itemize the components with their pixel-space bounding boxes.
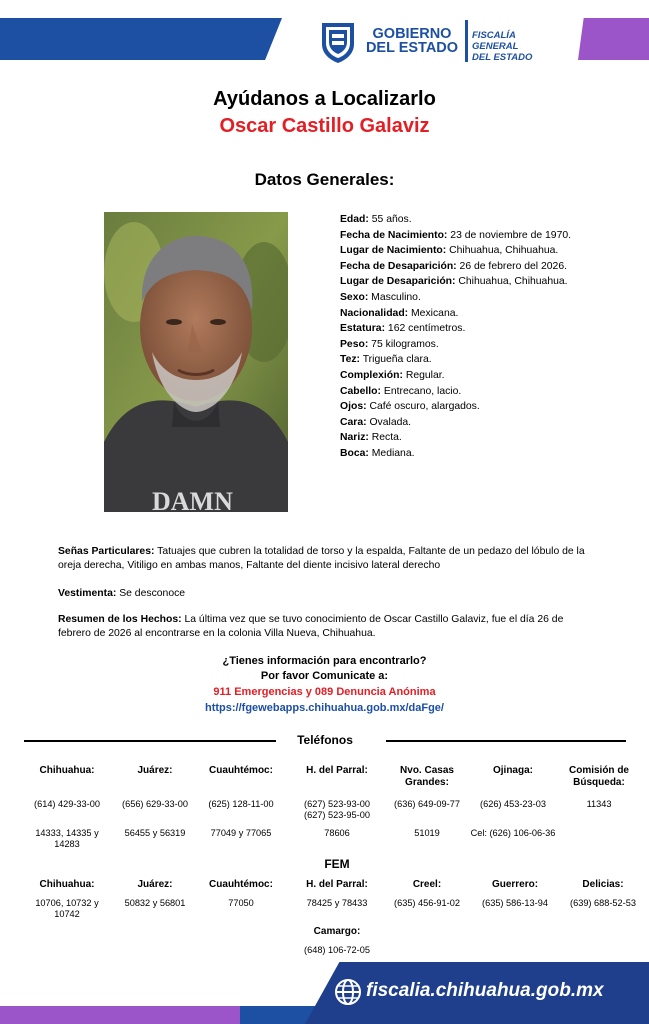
- tel-header-comision: Comisión de Búsqueda:: [568, 765, 629, 788]
- detail-cara: Cara: Ovalada.: [340, 416, 412, 428]
- cta-contact: Por favor Comunicate a:: [260, 670, 389, 682]
- detail-ojos: Ojos: Café oscuro, alargados.: [340, 401, 480, 413]
- fem-title: FEM: [324, 857, 350, 871]
- fem-header-chihuahua: Chihuahua:: [39, 879, 95, 890]
- tel-ext-parral: 78606: [324, 828, 350, 838]
- senas-particulares: Señas Particulares: Tatuajes que cubren la totalidad de torso y la espalda, Faltante de un pedazo del lóbulo de la oreja derecha, Vitiligo en ambas manos, Faltante del diente incisivo lateral derecho: [58, 546, 585, 571]
- person-photo: [104, 212, 288, 512]
- tel-header-cuauhtemoc: Cuauhtémoc:: [209, 765, 273, 776]
- cta-emergency-numbers: 911 Emergencias y 089 Denuncia Anónima: [213, 686, 436, 698]
- fge-line1: FISCALÍA GENERAL: [472, 30, 519, 52]
- tel-header-chihuahua: Chihuahua:: [39, 765, 95, 776]
- person-name: Oscar Castillo Galaviz: [219, 115, 430, 137]
- fem-header-parral: H. del Parral:: [306, 879, 368, 890]
- fem-value-chihuahua: 10706, 10732 y 10742: [35, 898, 99, 919]
- section-title-datos-generales: Datos Generales:: [254, 170, 395, 189]
- fem-value-camargo: (648) 106-72-05: [304, 945, 370, 955]
- fem-value-guerrero: (635) 586-13-94: [482, 898, 548, 908]
- cta-link[interactable]: https://fgewebapps.chihuahua.gob.mx/daFge/: [205, 702, 444, 714]
- tel-phone-cuauhtemoc: (625) 128-11-00: [208, 799, 274, 809]
- vestimenta: Vestimenta: Se desconoce: [58, 588, 186, 599]
- tel-header-nvo-casas-grandes: Nvo. Casas Grandes:: [400, 765, 454, 788]
- general-data-list: [340, 212, 602, 462]
- fem-value-creel: (635) 456-91-02: [394, 898, 460, 908]
- fge-line2: DEL ESTADO: [472, 52, 533, 63]
- globe-icon: [334, 978, 362, 1006]
- fem-header-guerrero: Guerrero:: [491, 879, 539, 890]
- telefonos-title: Teléfonos: [297, 733, 353, 747]
- detail-lugar-nacimiento: Lugar de Nacimiento: Chihuahua, Chihuahua.: [340, 245, 559, 257]
- fem-value-cuauhtemoc: 77050: [228, 898, 254, 908]
- detail-tez: Tez: Trigueña clara.: [340, 354, 432, 366]
- gob-line2: DEL ESTADO: [365, 40, 459, 56]
- logo-divider: [465, 20, 468, 62]
- tel-ext-nvo-casas-grandes: 51019: [414, 828, 440, 838]
- detail-cabello: Cabello: Entrecano, lacio.: [340, 385, 462, 397]
- tel-phone-chihuahua: (614) 429-33-00: [34, 799, 100, 809]
- detail-edad: Edad: 55 años.: [340, 214, 412, 225]
- fem-header-cuauhtemoc: Cuauhtémoc:: [209, 879, 273, 890]
- detail-estatura: Estatura: 162 centímetros.: [340, 323, 466, 335]
- tel-ext-cuauhtemoc: 77049 y 77065: [210, 828, 272, 838]
- tel-phone-juarez: (656) 629-33-00: [122, 799, 188, 809]
- gobierno-del-estado-logo: [362, 27, 462, 55]
- detail-peso: Peso: 75 kilogramos.: [340, 338, 439, 350]
- detail-boca: Boca: Mediana.: [340, 447, 415, 459]
- footer-website-link[interactable]: fiscalia.chihuahua.gob.mx: [366, 980, 604, 1001]
- tel-ext-ojinaga: Cel: (626) 106-06-36: [470, 828, 556, 838]
- fem-header-creel: Creel:: [412, 879, 442, 890]
- fem-value-parral: 78425 y 78433: [306, 898, 368, 908]
- detail-fecha-nacimiento: Fecha de Nacimiento: 23 de noviembre de 1970.: [340, 229, 572, 241]
- detail-lugar-desaparicion: Lugar de Desaparición: Chihuahua, Chihuahua.: [340, 276, 568, 288]
- page-title: Ayúdanos a Localizarlo: [213, 88, 436, 110]
- detail-nariz: Nariz: Recta.: [340, 432, 402, 444]
- tel-header-parral: H. del Parral:: [306, 765, 368, 776]
- tel-ext-juarez: 56455 y 56319: [124, 828, 186, 838]
- gob-line1: GOBIERNO: [372, 26, 452, 42]
- cta-question: ¿Tienes información para encontrarlo?: [222, 655, 427, 667]
- fem-header-camargo: Camargo:: [313, 926, 361, 937]
- fem-value-delicias: (639) 688-52-53: [570, 898, 636, 908]
- footer-purple-bar: [0, 1006, 250, 1024]
- state-shield-icon: [318, 20, 358, 64]
- tel-phone-parral: (627) 523-93-00 (627) 523-95-00: [304, 799, 370, 820]
- fem-value-juarez: 50832 y 56801: [124, 898, 186, 908]
- telefonos-header: [24, 733, 626, 749]
- tel-phone-nvo-casas-grandes: (636) 649-09-77: [394, 799, 460, 809]
- tel-phone-comision: 11343: [586, 799, 612, 809]
- detail-sexo: Sexo: Masculino.: [340, 291, 421, 303]
- detail-complexion: Complexión: Regular.: [340, 369, 445, 381]
- fiscalia-general-logo: [472, 30, 562, 63]
- detail-nacionalidad: Nacionalidad: Mexicana.: [340, 307, 459, 319]
- tel-header-juarez: Juárez:: [137, 765, 173, 776]
- svg-text:DAMN: DAMN: [152, 487, 233, 512]
- fem-header-delicias: Delicias:: [582, 879, 624, 890]
- tel-ext-chihuahua: 14333, 14335 y 14283: [35, 828, 99, 849]
- resumen-hechos: Resumen de los Hechos: La última vez que se tuvo conocimiento de Oscar Castillo Galaviz, fue el día 26 de febrero de 2026 al encontrarse en la colonia Villa Nueva, Chihuahua.: [58, 614, 564, 639]
- header-blue-bar: [0, 18, 282, 60]
- detail-fecha-desaparicion: Fecha de Desaparición: 26 de febrero del 2026.: [340, 260, 567, 272]
- header-purple-bar: [578, 18, 649, 60]
- fem-header-juarez: Juárez:: [137, 879, 173, 890]
- tel-phone-ojinaga: (626) 453-23-03: [480, 799, 546, 809]
- tel-header-ojinaga: Ojinaga:: [492, 765, 533, 776]
